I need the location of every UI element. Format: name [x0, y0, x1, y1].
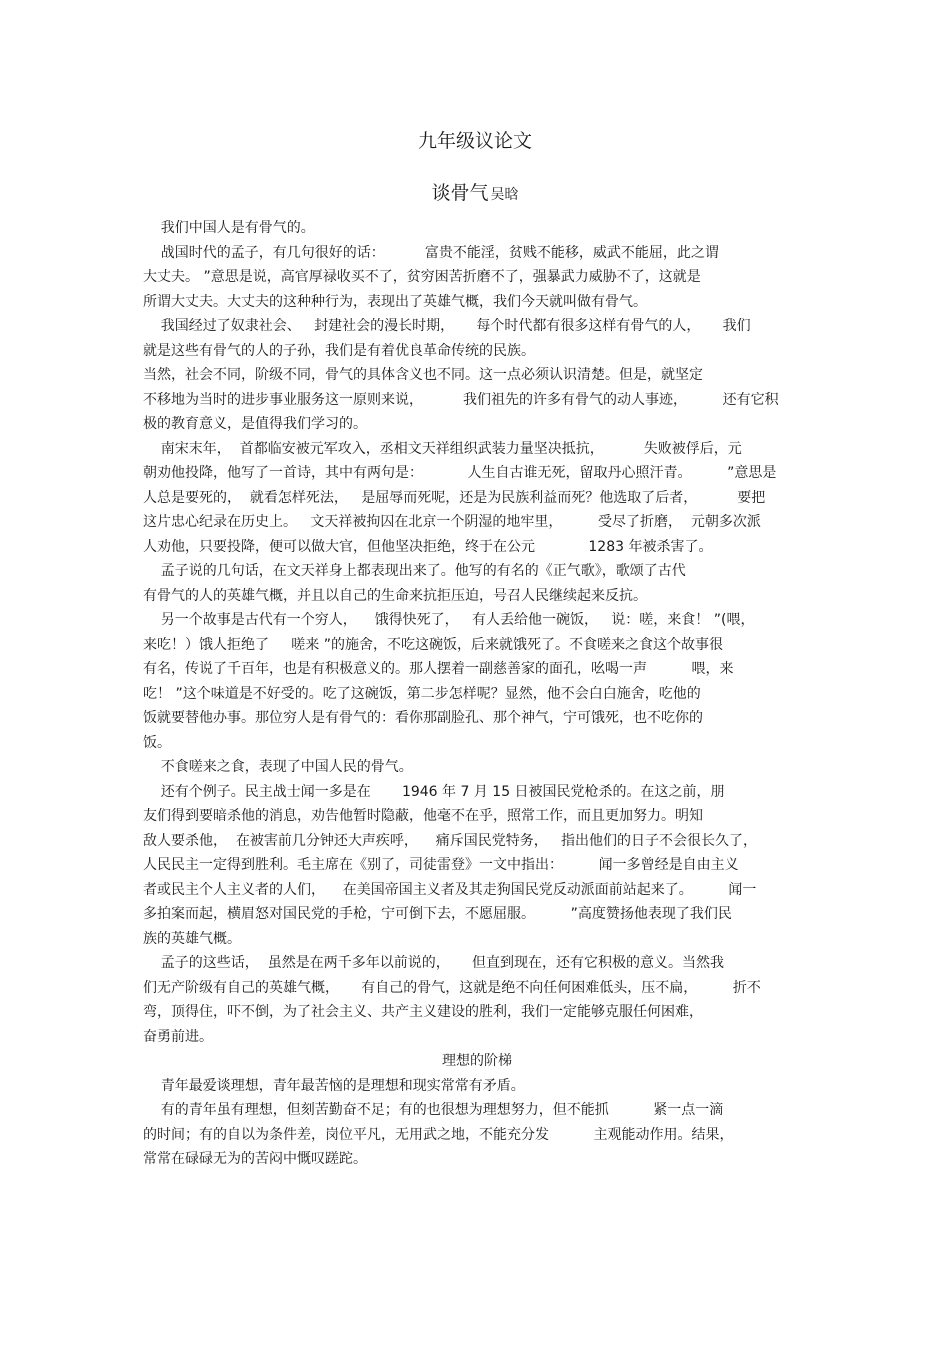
- essay-text-line: 我国经过了奴隶社会、 封建社会的漫长时期， 每个时代都有很多这样有骨气的人， 我们: [143, 318, 751, 334]
- essay-text-line: 极的教育意义，是值得我们学习的。: [143, 416, 367, 432]
- essay-text-line: 们无产阶级有自己的英雄气概， 有自己的骨气，这就是绝不向任何困难低头，压不扁， 折不: [143, 979, 761, 996]
- essay-text-line: 族的英雄气概。: [143, 930, 241, 947]
- essay-author: 吴晗: [490, 187, 519, 203]
- essay-text-line: 所谓大丈夫。大丈夫的这种种行为，表现出了英雄气概，我们今天就叫做有骨气。: [143, 293, 647, 310]
- section-text-line: 常常在碌碌无为的苦闷中慨叹蹉跎。: [143, 1151, 367, 1167]
- essay-text-line: 南宋末年， 首都临安被元军攻入，丞相文天祥组织武装力量坚决抵抗， 失败被俘后，元: [143, 440, 742, 457]
- essay-text-line: 友们得到要暗杀他的消息，劝告他暂时隐蔽，他毫不在乎，照常工作，而且更加努力。明知: [143, 808, 703, 824]
- essay-text-line: 人总是要死的， 就看怎样死法， 是屈辱而死呢，还是为民族利益而死？他选取了后者， 要把: [143, 489, 766, 506]
- essay-body: [143, 216, 811, 1172]
- essay-text-line: 大丈夫。 ”意思是说，高官厚禄收买不了，贫穷困苦折磨不了，强暴武力威胁不了，这就是: [143, 269, 701, 285]
- essay-heading: [0, 180, 950, 208]
- essay-text-line: 饭就要替他办事。那位穷人是有骨气的：看你那副脸孔、那个神气，宁可饿死，也不吃你的: [143, 710, 703, 726]
- essay-text-line: 人民民主一定得到胜利。毛主席在《别了，司徒雷登》一文中指出： 闻一多曾经是自由主义: [143, 857, 739, 873]
- essay-text-line: 不食嗟来之食，表现了中国人民的骨气。: [143, 759, 413, 775]
- essay-text-line: 来吃！）饿人拒绝了 嗟来 ”的施舍，不吃这碗饭，后来就饿死了。不食嗟来之食这个故事很: [143, 636, 723, 653]
- document-title: 九年级议论文: [417, 130, 532, 152]
- essay-text-line: 奋勇前进。: [143, 1028, 213, 1045]
- essay-text-line: 有名，传说了千百年，也是有积极意义的。那人摆着一副慈善家的面孔，吆喝一声 喂，来: [143, 661, 734, 677]
- essay-text-line: 我们中国人是有骨气的。: [143, 220, 315, 236]
- essay-text-line: 朝劝他投降，他写了一首诗，其中有两句是： 人生自古谁无死，留取丹心照汗青。 ”意思是: [143, 465, 777, 481]
- section-text-line: 青年最爱谈理想，青年最苦恼的是理想和现实常常有矛盾。: [143, 1077, 525, 1094]
- essay-text-line: 当然，社会不同，阶级不同，骨气的具体含义也不同。这一点必须认识清楚。但是，就坚定: [143, 367, 703, 383]
- section-text-line: 的时间；有的自以为条件差，岗位平凡，无用武之地，不能充分发 主观能动作用。结果，: [143, 1126, 734, 1143]
- essay-text-line: 者或民主个人主义者的人们， 在美国帝国主义者及其走狗国民党反动派面前站起来了。 闻一: [143, 881, 757, 898]
- essay-text-line: 不移地为当时的进步事业服务这一原则来说， 我们祖先的许多有骨气的动人事迹， 还有它积: [143, 391, 779, 408]
- essay-text-line: 战国时代的孟子，有几句很好的话： 富贵不能淫，贫贱不能移，威武不能屈，此之谓: [143, 244, 719, 261]
- essay-text-line: 人劝他，只要投降，便可以做大官，但他坚决拒绝，终于在公元 1283 年被杀害了。: [143, 538, 713, 555]
- essay-text-line: 这片忠心纪录在历史上。 文天祥被拘囚在北京一个阴湿的地牢里， 受尽了折磨， 元朝多次派: [143, 514, 761, 530]
- essay-title: 谈骨气: [431, 182, 489, 204]
- essay-text-line: 多拍案而起，横眉怒对国民党的手枪，宁可倒下去，不愿屈服。 ”高度赞扬他表现了我们民: [143, 906, 732, 922]
- essay-text-line: 孟子说的几句话，在文天祥身上都表现出来了。他写的有名的《正气歌》，歌颂了古代: [143, 563, 686, 579]
- essay-text-line: 还有个例子。民主战士闻一多是在 1946 年 7 月 15 日被国民党枪杀的。在这之前，朋: [143, 783, 725, 800]
- essay-text-line: 吃！ ”这个味道是不好受的。吃了这碗饭，第二步怎样呢？显然，他不会白白施舍，吃他的: [143, 685, 701, 702]
- essay-text-line: 饭。: [143, 734, 171, 751]
- section-title: 理想的阶梯: [442, 1053, 512, 1069]
- essay-text-line: 另一个故事是古代有一个穷人， 饿得快死了， 有人丢给他一碗饭， 说：嗟，来食！ ”(喂，: [143, 612, 755, 628]
- essay-text-line: 弯，顶得住，吓不倒，为了社会主义、共产主义建设的胜利，我们一定能够克服任何困难，: [143, 1004, 703, 1020]
- essay-text-line: 有骨气的人的英雄气概，并且以自己的生命来抗拒压迫，号召人民继续起来反抗。: [143, 587, 647, 604]
- essay-text-line: 敌人要杀他， 在被害前几分钟还大声疾呼， 痛斥国民党特务， 指出他们的日子不会很长久了，: [143, 832, 758, 849]
- section-text-line: 有的青年虽有理想，但刻苦勤奋不足；有的也很想为理想努力，但不能抓 紧一点一滴: [143, 1102, 724, 1118]
- essay-text-line: 孟子的这些话， 虽然是在两千多年以前说的， 但直到现在，还有它积极的意义。当然我: [143, 955, 724, 971]
- essay-text-line: 就是这些有骨气的人的子孙，我们是有着优良革命传统的民族。: [143, 342, 535, 359]
